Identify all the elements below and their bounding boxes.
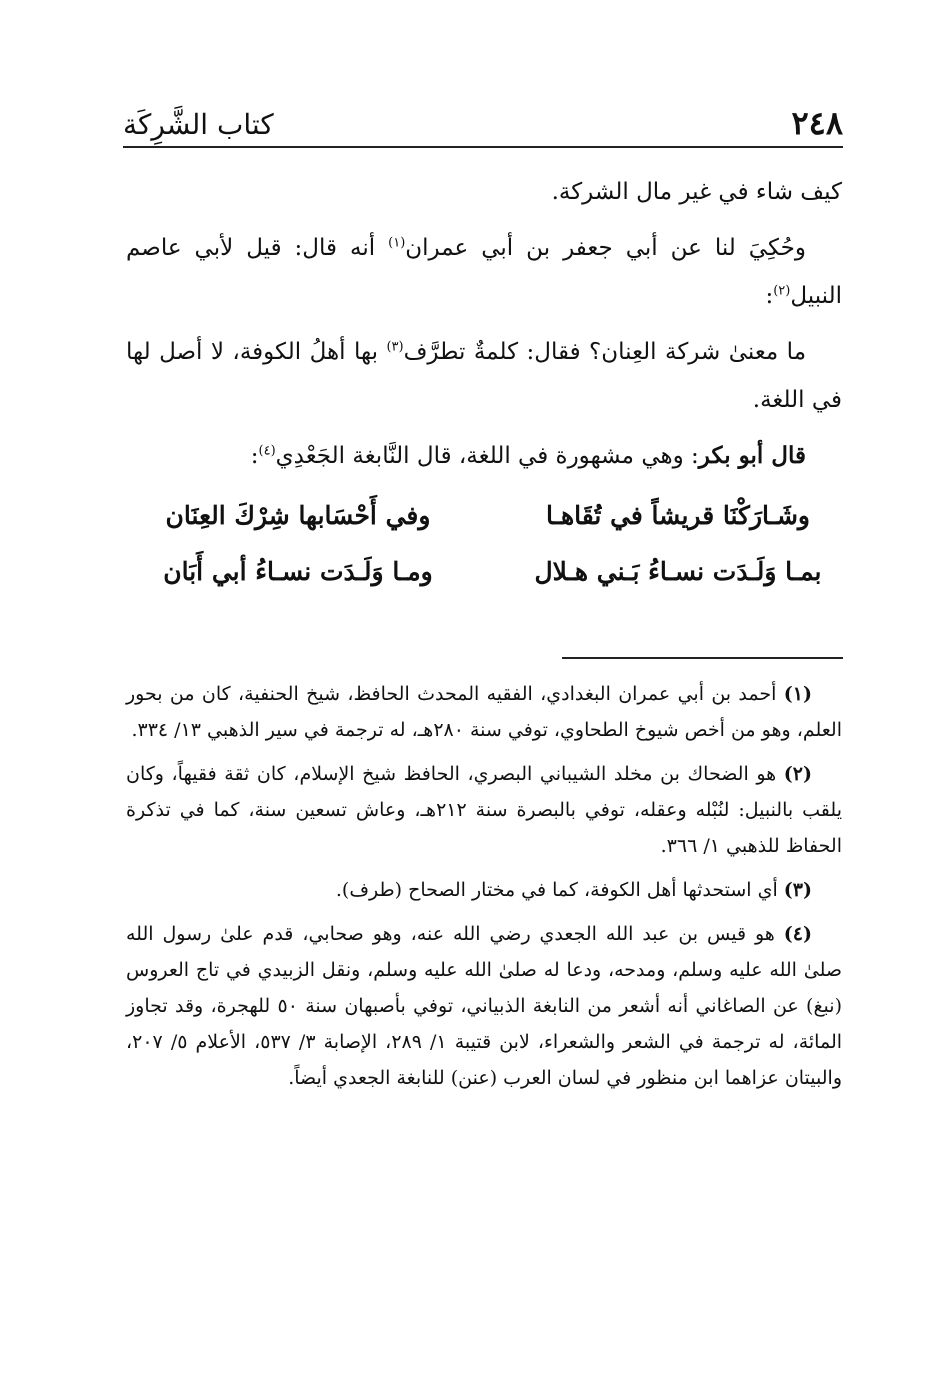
footnote-ref: (٤)	[258, 443, 276, 459]
paragraph	[126, 224, 842, 320]
poem-verse	[138, 488, 838, 544]
poem	[138, 488, 838, 600]
footnote-number: (١)	[783, 683, 812, 705]
paragraph	[126, 328, 842, 424]
page-header	[123, 96, 843, 148]
footnotes	[126, 676, 842, 1104]
footnote-ref: (١)	[388, 235, 406, 251]
paragraph	[126, 168, 842, 216]
paragraph-text: وحُكِيَ لنا عن أبي جعفر بن أبي عمران	[405, 235, 806, 261]
footnote	[126, 756, 842, 864]
paragraph-text: ما معنىٰ شركة العِنان؟ فقال: كلمةٌ تطرَّف	[403, 339, 807, 365]
footnote-text: أحمد بن أبي عمران البغدادي، الفقيه المحدث الحافظ، شيخ الحنفية، كان من بحور العلم، وهو من أخص شيوخ الطحاوي، توفي سنة ٢٨٠هـ، له ترجمة في سير الذهبي ١٣/ ٣٣٤.	[126, 683, 842, 741]
verse-first-half: وشَـارَكْنَا قريشاً في تُقَاهـا	[546, 501, 810, 530]
page-number: ٢٤٨	[791, 104, 843, 142]
footnote	[126, 676, 842, 748]
paragraph-text: أنه قال: قيل لأبي عاصم النبيل	[126, 235, 842, 309]
verse-second-half: ومـا وَلَـدَت نسـاءُ أبي أَبَان	[163, 557, 433, 586]
book-title: كتاب الشَّرِكَة	[123, 108, 274, 141]
footnote-text: أي استحدثها أهل الكوفة، كما في مختار الصحاح (طرف).	[335, 879, 778, 901]
footnote-divider	[562, 657, 843, 659]
paragraph-text: كيف شاء في غير مال الشركة.	[551, 179, 842, 205]
paragraph	[126, 432, 842, 480]
footnote	[126, 916, 842, 1096]
footnote-ref: (٣)	[386, 339, 404, 355]
paragraph-text: : وهي مشهورة في اللغة، قال النَّابغة الجَعْدِي	[275, 443, 699, 469]
verse-second-half: وفي أَحْسَابها شِرْكَ العِنَان	[165, 501, 431, 530]
verse-first-half: بمـا وَلَـدَت نسـاءُ بَـني هـلال	[534, 557, 822, 586]
footnote	[126, 872, 842, 908]
footnote-number: (٤)	[783, 923, 813, 945]
paragraph-text: بها أهلُ الكوفة، لا أصل لها في اللغة.	[126, 339, 842, 413]
paragraph-text: :	[250, 443, 259, 469]
footnote-number: (٣)	[783, 879, 812, 901]
footnote-number: (٢)	[783, 763, 812, 785]
poem-verse	[138, 544, 838, 600]
footnote-ref: (٢)	[773, 283, 791, 299]
paragraph-text: :	[765, 283, 774, 309]
footnote-text: هو قيس بن عبد الله الجعدي رضي الله عنه، وهو صحابي، قدم علىٰ رسول الله صلىٰ الله عليه وسلم، ومدحه، ودعا له صلىٰ الله عليه وسلم، ونقل الزبيدي في تاج العروس (نبغ) عن الصاغاني أنه أشعر من النابغة الذبياني، توفي بأصبهان سنة ٥٠ للهجرة، وقد تجاوز المائة، له ترجمة في الشعر والشعراء، لابن قتيبة ١/ ٢٨٩، الإصابة ٣/ ٥٣٧، الأعلام ٥/ ٢٠٧، والبيتان عزاهما ابن منظور في لسان العرب (عنن) للنابغة الجعدي أيضاً.	[126, 923, 843, 1089]
footnote-text: هو الضحاك بن مخلد الشيباني البصري، الحافظ شيخ الإسلام، كان ثقة فقيهاً، وكان يلقب بالنبيل: لنُبْله وعقله، توفي بالبصرة سنة ٢١٢هـ، وعاش تسعين سنة، كما في تذكرة الحفاظ للذهبي ١/ ٣٦٦.	[126, 763, 842, 857]
main-text	[126, 168, 842, 488]
paragraph-lead: قال أبو بكر	[698, 442, 806, 469]
